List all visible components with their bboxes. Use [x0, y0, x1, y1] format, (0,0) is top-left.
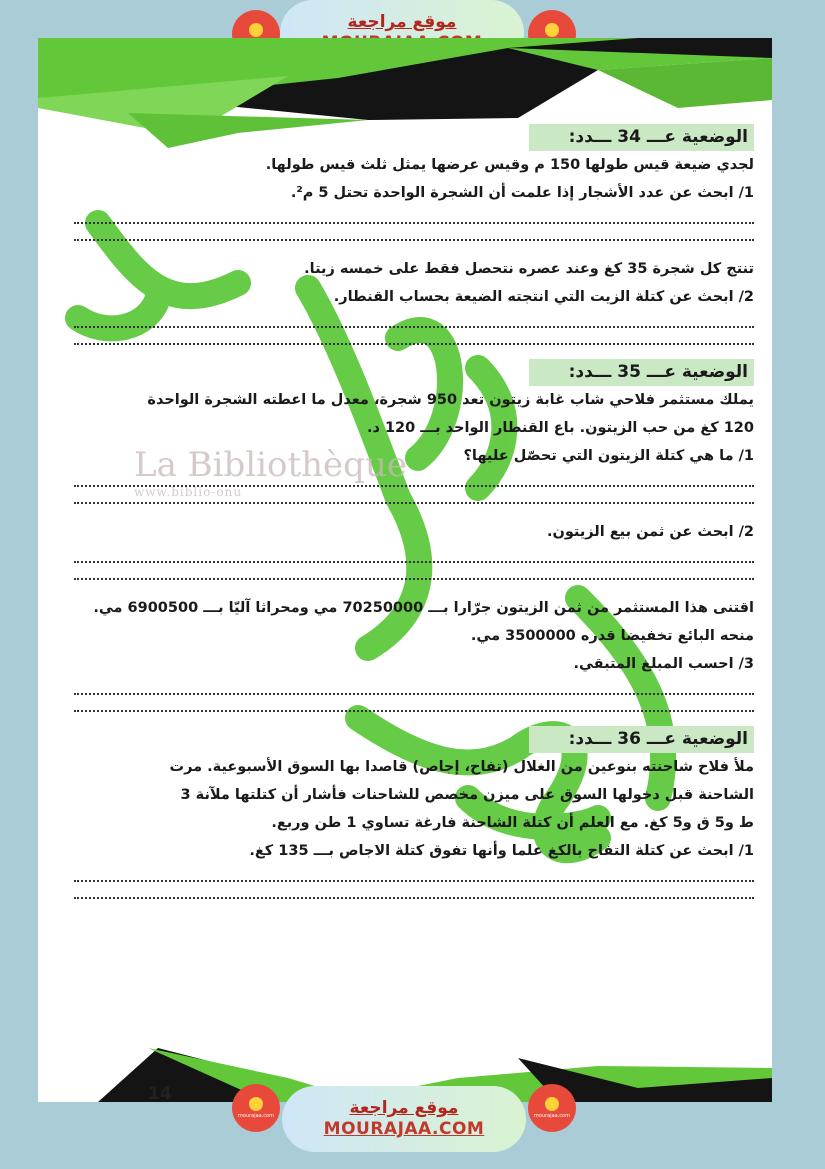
site-banner-arabic: موقع مراجعة	[349, 1098, 459, 1118]
site-banner-arabic: موقع مراجعة	[347, 12, 457, 32]
answer-line[interactable]	[74, 692, 754, 695]
s35-line-2: 120 كغ من حب الزيتون. باع القنطار الواحد بـــ 120 د.	[366, 420, 754, 436]
s36-line-1: ملأ فلاح شاحنته بنوعين من الغلال (تفاح، إجاص) قاصدا بها السوق الأسبوعية. مرت	[169, 759, 754, 775]
s36-line-3: ط و5 ق و5 كغ. مع العلم أن كتلة الشاحنة فارغة تساوي 1 طن وربع.	[271, 815, 754, 831]
situation-36-title: الوضعية عـــ 36 ـــدد:	[529, 726, 754, 753]
answer-line[interactable]	[74, 238, 754, 241]
s34-question-1: 1/ ابحث عن عدد الأشجار إذا علمت أن الشجرة الواحدة تحتل 5 م².	[290, 185, 754, 201]
s35-question-2: 2/ ابحث عن ثمن بيع الزيتون.	[546, 524, 754, 540]
situation-35-title: الوضعية عـــ 35 ـــدد:	[529, 359, 754, 386]
worksheet-content	[74, 124, 754, 913]
mourajaa-logo-right-bottom	[528, 1084, 576, 1132]
page-number: 14	[148, 1084, 172, 1104]
logo-dot-icon	[249, 23, 263, 37]
answer-line[interactable]	[74, 896, 754, 899]
library-watermark-text: La Bibliothèque	[134, 445, 407, 485]
answer-line[interactable]	[74, 501, 754, 504]
badge-caption: mourajaa.com	[237, 1113, 274, 1119]
s36-line-2: الشاحنة قبل دخولها السوق على ميزن مخصص للشاحنات فأشار أن كتلتها ملآنة 3	[180, 787, 754, 803]
s34-line-3: تنتج كل شجرة 35 كغ وعند عصره نتحصل فقط على خمسه زيتا.	[304, 261, 754, 277]
answer-line[interactable]	[74, 484, 754, 487]
s35-line-5: اقتنى هذا المستثمر من ثمن الزيتون جرّارا بـــ 70250000 مي ومحراثا آليّا بـــ 6900500 مي.	[93, 600, 754, 616]
s34-question-2: 2/ ابحث عن كتلة الزيت التي انتجته الضيعة بحساب القنطار.	[333, 289, 754, 305]
site-banner-link[interactable]: MOURAJAA.COM	[323, 1119, 485, 1139]
situation-34-title: الوضعية عـــ 34 ـــدد:	[529, 124, 754, 151]
badge-caption: mourajaa.com	[533, 1113, 570, 1119]
s34-line-1: لجدي ضيعة قيس طولها 150 م وقيس عرضها يمثل ثلث قيس طولها.	[265, 157, 754, 173]
answer-line[interactable]	[74, 560, 754, 563]
answer-line[interactable]	[74, 342, 754, 345]
s36-question-1: 1/ ابحث عن كتلة التفاح بالكغ علما وأنها تفوق كتلة الاجاص بـــ 135 كغ.	[249, 843, 754, 859]
s35-question-1: 1/ ما هي كتلة الزيتون التي تحصّل عليها؟	[463, 448, 754, 464]
answer-line[interactable]	[74, 221, 754, 224]
logo-dot-icon	[545, 23, 559, 37]
s35-line-6: منحه البائع تخفيضا قدره 3500000 مي.	[470, 628, 754, 644]
answer-line[interactable]	[74, 325, 754, 328]
logo-dot-icon	[249, 1097, 263, 1111]
s35-question-3: 3/ احسب المبلغ المتبقي.	[573, 656, 754, 672]
answer-line[interactable]	[74, 879, 754, 882]
mourajaa-logo-left-bottom	[232, 1084, 280, 1132]
s35-line-1: يملك مستثمر فلاحي شاب غابة زيتون تعد 950 شجرة، معدل ما اعطته الشجرة الواحدة	[147, 392, 754, 408]
site-banner-bottom[interactable]	[282, 1086, 526, 1152]
answer-line[interactable]	[74, 709, 754, 712]
library-watermark-sub: www.biblio-onu	[134, 485, 243, 499]
answer-line[interactable]	[74, 577, 754, 580]
logo-dot-icon	[545, 1097, 559, 1111]
